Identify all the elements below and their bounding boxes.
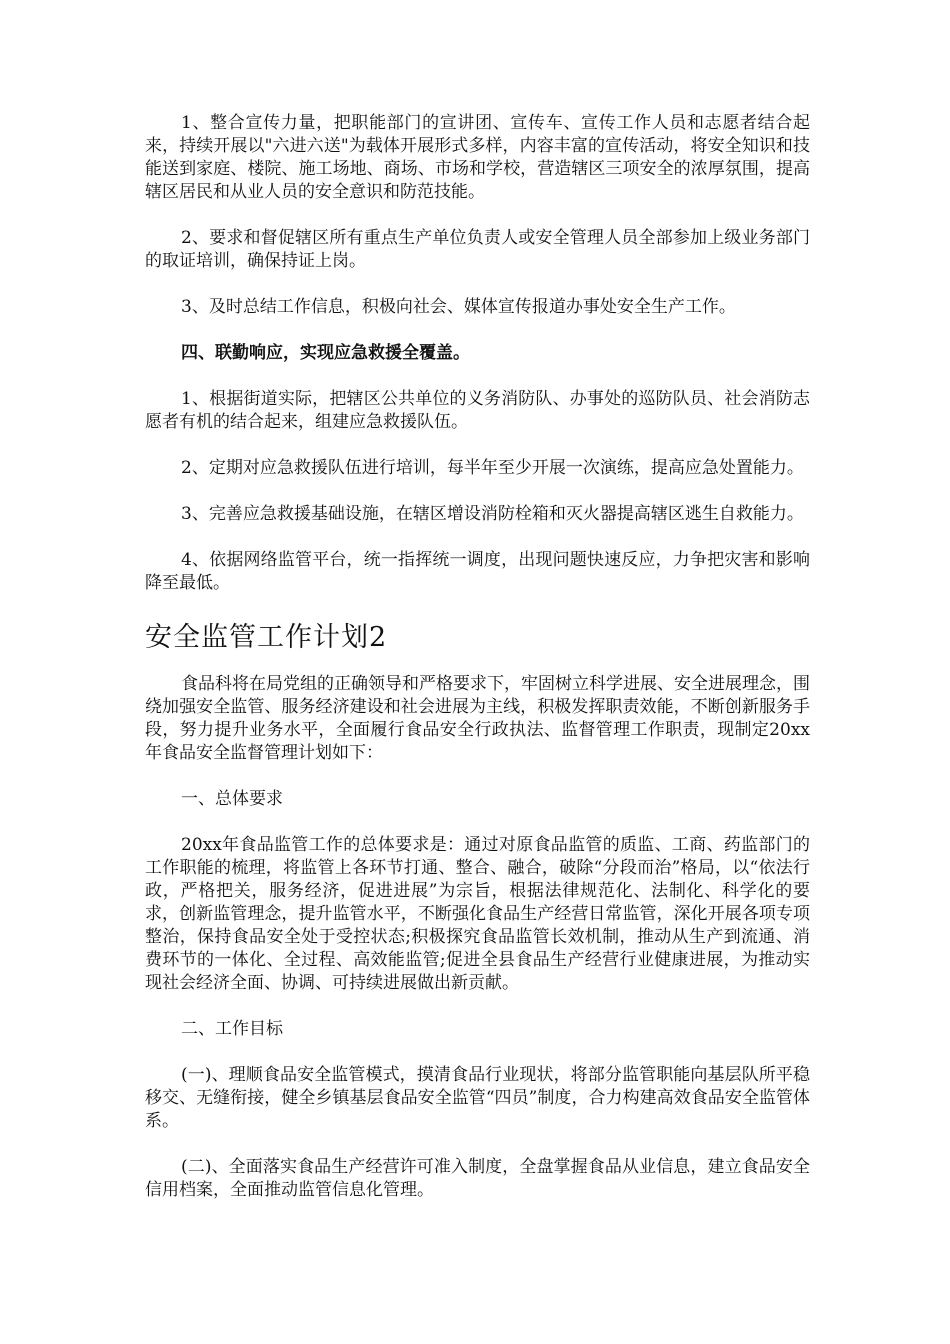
- document-title: 安全监管工作计划2: [145, 622, 388, 653]
- paragraph-drills: 2、定期对应急救援队伍进行培训，每半年至少开展一次演练，提高应急处置能力。: [181, 458, 804, 478]
- paragraph-training: 2、要求和督促辖区所有重点生产单位负责人或安全管理人员全部参加上级业务部门的取证培训，确保持证上岗。: [145, 228, 810, 271]
- paragraph-reporting: 3、及时总结工作信息，积极向社会、媒体宣传报道办事处安全生产工作。: [181, 297, 736, 317]
- paragraph-goal-1: (一)、理顺食品安全监管模式，摸清食品行业现状，将部分监管职能向基层队所平稳移交、无缝衔接，健全乡镇基层食品安全监管“四员”制度，合力构建高效食品安全监管体系。: [145, 1065, 810, 1131]
- paragraph-command: 4、依据网络监管平台，统一指挥统一调度，出现问题快速反应，力争把灾害和影响降至最低。: [145, 550, 810, 593]
- paragraph-facilities: 3、完善应急救援基础设施，在辖区增设消防栓箱和灭火器提高辖区逃生自救能力。: [181, 504, 804, 524]
- paragraph-goal-2: (二)、全面落实食品生产经营许可准入制度，全盘掌握食品从业信息，建立食品安全信用档案，全面推动监管信息化管理。: [145, 1157, 810, 1200]
- section-heading-emergency: 四、联勤响应，实现应急救援全覆盖。: [181, 343, 470, 363]
- paragraph-publicity: 1、整合宣传力量，把职能部门的宣讲团、宣传车、宣传工作人员和志愿者结合起来，持续开展以"六进六送"为载体开展形式多样，内容丰富的宣传活动，将安全知识和技能送到家庭、楼院、施工场地、商场、市场和学校，营造辖区三项安全的浓厚氛围，提高辖区居民和从业人员的安全意识和防范技能。: [145, 113, 810, 202]
- subheading-work-goals: 二、工作目标: [181, 1019, 283, 1039]
- paragraph-rescue-team: 1、根据街道实际，把辖区公共单位的义务消防队、办事处的巡防队员、社会消防志愿者有机的结合起来，组建应急救援队伍。: [145, 389, 810, 432]
- subheading-general-requirements: 一、总体要求: [181, 789, 283, 809]
- document-body: [145, 112, 810, 1202]
- paragraph-intro: 食品科将在局党组的正确领导和严格要求下，牢固树立科学进展、安全进展理念，围绕加强安全监管、服务经济建设和社会进展为主线，积极发挥职责效能，不断创新服务手段，努力提升业务水平，全面履行食品安全行政执法、监督管理工作职责，现制定20xx年食品安全监督管理计划如下：: [145, 674, 810, 763]
- paragraph-general-requirements: 20xx年食品监管工作的总体要求是：通过对原食品监管的质监、工商、药监部门的工作职能的梳理，将监管上各环节打通、整合、融合，破除“分段而治”格局，以“依法行政，严格把关，服务经济，促进进展”为宗旨，根据法律规范化、法制化、科学化的要求，创新监管理念，提升监管水平，不断强化食品生产经营日常监管，深化开展各项专项整治，保持食品安全处于受控状态;积极探究食品监管长效机制，推动从生产到流通、消费环节的一体化、全过程、高效能监管;促进全县食品生产经营行业健康进展，为推动实现社会经济全面、协调、可持续进展做出新贡献。: [145, 835, 810, 993]
